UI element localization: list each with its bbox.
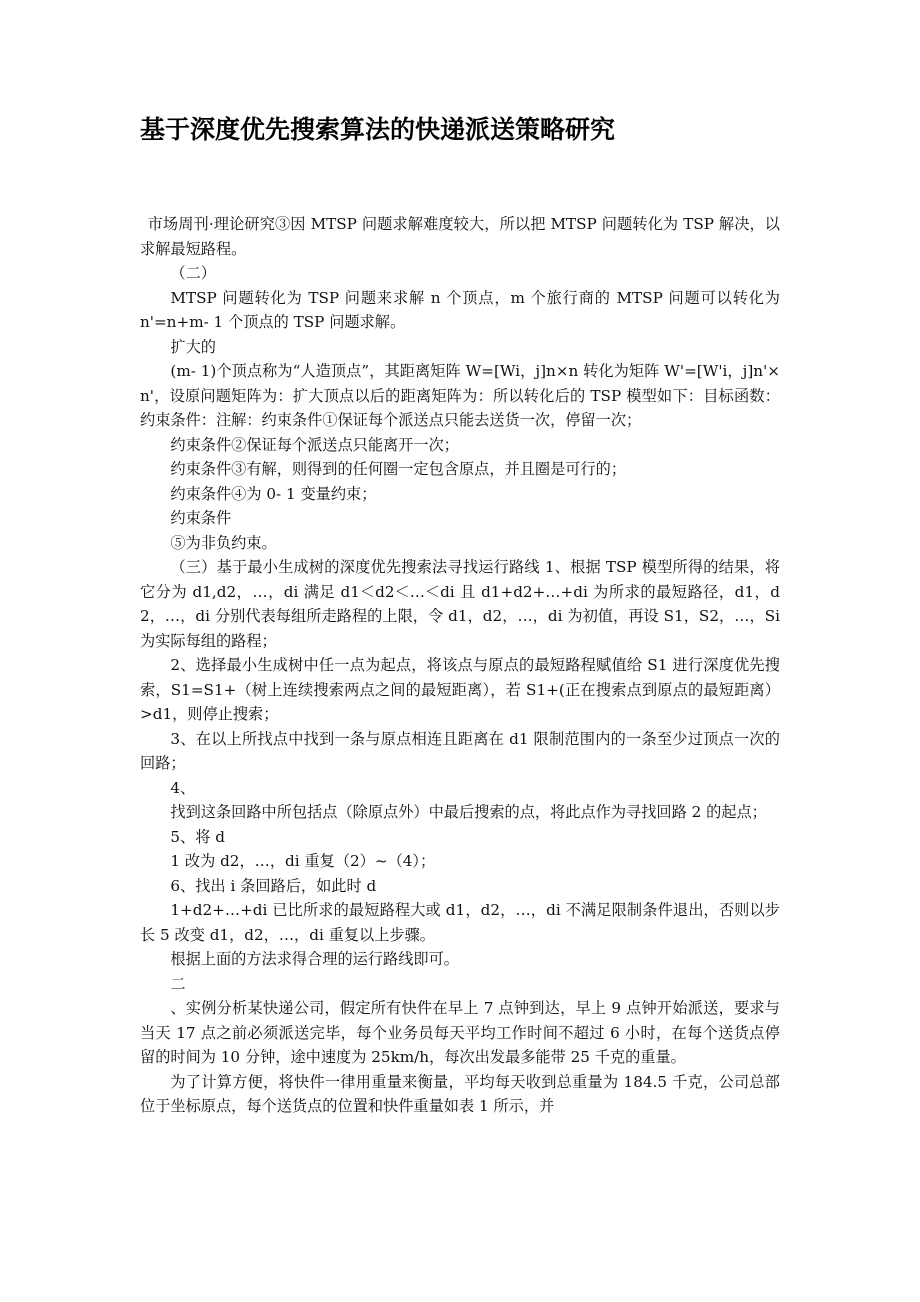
paragraph: 约束条件③有解，则得到的任何圈一定包含原点，并且圈是可行的； (170, 460, 627, 478)
document-title: 基于深度优先搜索算法的快递派送策略研究 (140, 115, 616, 144)
paragraph: 根据上面的方法求得合理的运行路线即可。 (170, 950, 459, 968)
section-heading: （二） (170, 264, 216, 282)
paragraph: 市场周刊·理论研究③因 MTSP 问题求解难度较大，所以把 MTSP 问题转化为 TSP 解决，以求解最短路程。 (140, 215, 780, 258)
paragraph: 约束条件 (170, 509, 232, 527)
paragraph: 约束条件④为 0- 1 变量约束； (170, 484, 377, 503)
paragraph: 5、将 d (170, 827, 225, 846)
paragraph: 找到这条回路中所包括点（除原点外）中最后搜索的点，将此点作为寻找回路 2 的起点； (170, 803, 767, 821)
paragraph: 1+d2+…+di 已比所求的最短路程大或 d1，d2，…，di 不满足限制条件退出，否则以步长 5 改变 d1，d2，…，di 重复以上步骤。 (140, 901, 780, 944)
paragraph: ⑤为非负约束。 (170, 533, 277, 552)
paragraph: 6、找出 i 条回路后，如此时 d (170, 876, 377, 895)
paragraph: 4、 (170, 778, 196, 797)
paragraph: 、实例分析某快递公司，假定所有快件在早上 7 点钟到达，早上 9 点钟开始派送，要求与当天 17 点之前必须派送完毕，每个业务员每天平均工作时间不超过 6 小时，在每个送货点停留的时间为 10 分钟，途中速度为 25km/h，每次出发最多能带 25 千克的重量。 (140, 999, 780, 1066)
paragraph: (m- 1)个顶点称为“人造顶点”，其距离矩阵 W=[Wi，j]n×n 转化为矩阵 W'=[W'i，j]n'×n'，设原问题矩阵为：扩大顶点以后的距离矩阵为：所以转化后的 TSP 模型如下：目标函数：约束条件：注解：约束条件①保证每个派送点只能去送货一次，停留一次； (140, 362, 780, 429)
paragraph: 约束条件②保证每个派送点只能离开一次； (170, 435, 459, 454)
paragraph: （三）基于最小生成树的深度优先搜索法寻找运行路线 1、根据 TSP 模型所得的结果，将它分为 d1,d2，…，di 满足 d1＜d2＜…＜di 且 d1+d2+…+di 为所求的最短路径，d1，d2，…，di 分别代表每组所走路程的上限，令 d1，d2，…，di 为初值，再设 S1，S2，…，Si 为实际每组的路程； (140, 558, 780, 650)
paragraph: 为了计算方便，将快件一律用重量来衡量，平均每天收到总重量为 184.5 千克，公司总部位于坐标原点，每个送货点的位置和快件重量如表 1 所示，并 (140, 1072, 780, 1115)
paragraph: 2、选择最小生成树中任一点为起点，将该点与原点的最短路程赋值给 S1 进行深度优先搜索，S1=S1+（树上连续搜索两点之间的最短距离），若 S1+(正在搜索点到原点的最短距离）>d1，则停止搜索； (140, 656, 780, 723)
document-body (140, 212, 780, 1119)
paragraph: 扩大的 (170, 337, 216, 356)
paragraph: 1 改为 d2，…，di 重复（2）~（4）； (170, 852, 436, 870)
paragraph: MTSP 问题转化为 TSP 问题来求解 n 个顶点，m 个旅行商的 MTSP 问题可以转化为 n'=n+m- 1 个顶点的 TSP 问题求解。 (140, 288, 780, 331)
section-heading: 二 (170, 974, 186, 993)
paragraph: 3、在以上所找点中找到一条与原点相连且距离在 d1 限制范围内的一条至少过顶点一次的回路； (140, 729, 780, 772)
